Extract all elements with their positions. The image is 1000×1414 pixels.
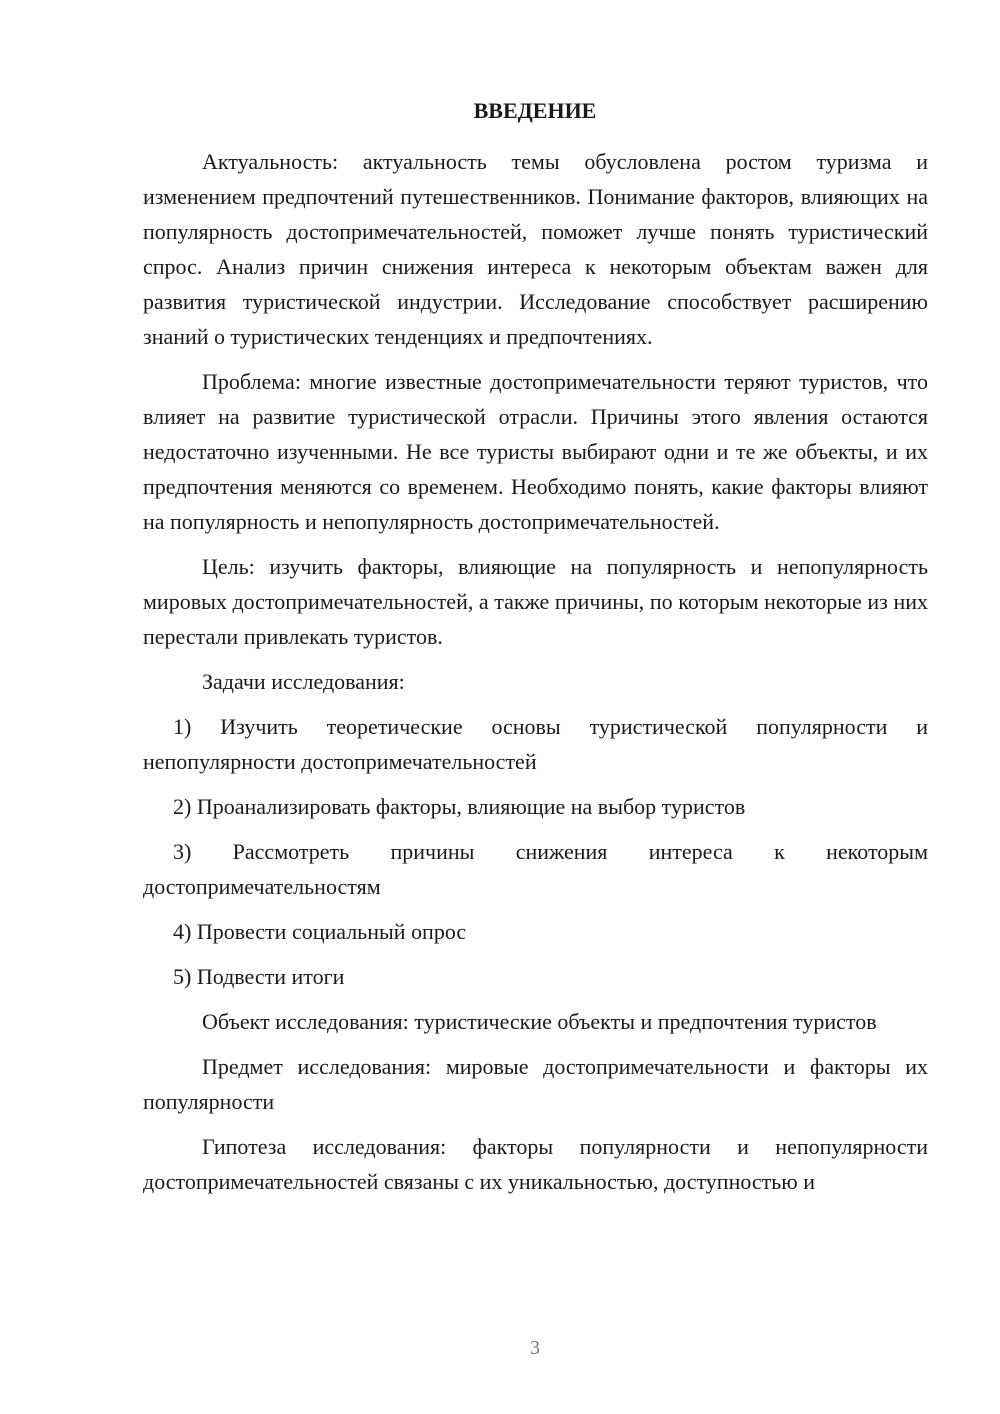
task-item: 1) Изучить теоретические основы туристической популярности и непопулярности достопримечательностей bbox=[143, 714, 928, 774]
paragraph-goal: Цель: изучить факторы, влияющие на популярность и непопулярность мировых достопримечательностей, а также причины, по которым некоторые из них перестали привлекать туристов. bbox=[143, 554, 928, 649]
task-item: 3) Рассмотреть причины снижения интереса к некоторым достопримечательностям bbox=[143, 839, 928, 899]
document-body bbox=[143, 144, 928, 1199]
task-item: 5) Подвести итоги bbox=[173, 964, 345, 989]
paragraph-relevance: Актуальность: актуальность темы обусловлена ростом туризма и изменением предпочтений путешественников. Понимание факторов, влияющих на популярность достопримечательностей, поможет лучше понять туристический спрос. Анализ причин снижения интереса к некоторым объектам важен для развития туристической индустрии. Исследование способствует расширению знаний о туристических тенденциях и предпочтениях. bbox=[143, 149, 928, 349]
page-heading: ВВЕДЕНИЕ bbox=[473, 98, 597, 123]
task-item: 4) Провести социальный опрос bbox=[173, 919, 467, 944]
page-number: 3 bbox=[530, 1337, 540, 1359]
paragraph-tasks-heading: Задачи исследования: bbox=[202, 669, 405, 694]
paragraph-hypothesis: Гипотеза исследования: факторы популярности и непопулярности достопримечательностей связаны с их уникальностью, доступностью и bbox=[143, 1134, 928, 1194]
paragraph-object: Объект исследования: туристические объекты и предпочтения туристов bbox=[202, 1009, 877, 1034]
task-item: 2) Проанализировать факторы, влияющие на выбор туристов bbox=[173, 794, 746, 819]
paragraph-subject: Предмет исследования: мировые достопримечательности и факторы их популярности bbox=[143, 1054, 928, 1114]
paragraph-problem: Проблема: многие известные достопримечательности теряют туристов, что влияет на развитие туристической отрасли. Причины этого явления остаются недостаточно изученными. Не все туристы выбирают одни и те же объекты, и их предпочтения меняются со временем. Необходимо понять, какие факторы влияют на популярность и непопулярность достопримечательностей. bbox=[143, 369, 928, 534]
